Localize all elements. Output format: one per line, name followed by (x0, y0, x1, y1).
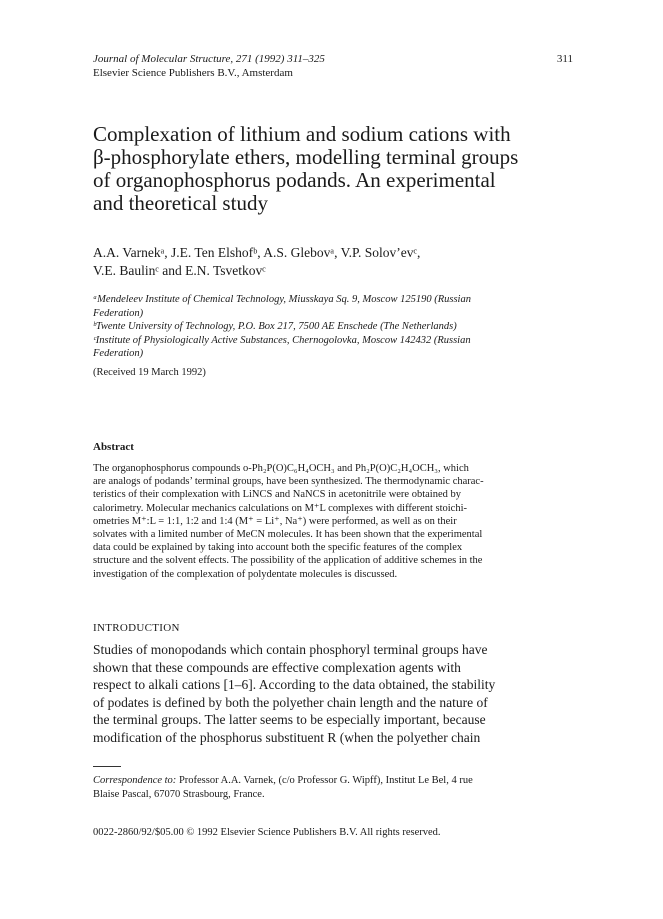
title-line: of organophosphorus podands. An experimental (93, 168, 496, 192)
intro-line: of podates is defined by both the polyether chain length and the nature of (93, 694, 488, 710)
title-line: and theoretical study (93, 191, 268, 215)
intro-line: respect to alkali cations [1–6]. According to the data obtained, the stability (93, 677, 496, 693)
intro-line: shown that these compounds are effective complexation agents with (93, 659, 461, 675)
copyright-line: 0022-2860/92/$05.00 © 1992 Elsevier Science Publishers B.V. All rights reserved. (93, 827, 441, 838)
intro-line: the terminal groups. The latter seems to be especially important, because (93, 712, 486, 728)
author-line: A.A. Varnekᵃ, J.E. Ten Elshofᵇ, A.S. Glebovᵃ, V.P. Solov’evᶜ, (93, 245, 421, 260)
page-number: 311 (556, 53, 573, 65)
affiliation-line: ᵇTwente University of Technology, P.O. Box 217, 7500 AE Enschede (The Netherlands) (93, 321, 457, 332)
abstract-line: ometries M⁺:L = 1:1, 1:2 and 1:4 (M⁺ = Li⁺, Na⁺) were performed, as well as on their (93, 515, 457, 527)
introduction-heading: INTRODUCTION (93, 622, 180, 634)
abstract-line: investigation of the complexation of polydentate molecules is discussed. (93, 568, 398, 580)
affiliation-line: Federation) (93, 348, 144, 359)
correspondence-footnote (93, 774, 573, 802)
publisher-line: Elsevier Science Publishers B.V., Amsterdam (93, 67, 293, 79)
intro-line: modification of the phosphorus substituent R (when the polyether chain (93, 729, 481, 745)
footnote-text: Professor A.A. Varnek, (c/o Professor G. Wipff), Institut Le Bel, 4 rue (176, 775, 473, 786)
title-line: β-phosphorylate ethers, modelling terminal groups (93, 145, 519, 169)
intro-line: Studies of monopodands which contain phosphoryl terminal groups have (93, 642, 488, 657)
author-line: V.E. Baulinᶜ and E.N. Tsvetkovᶜ (93, 263, 266, 278)
abstract-line: are analogs of podands’ terminal groups, have been synthesized. The thermodynamic charac- (93, 476, 484, 488)
abstract-line: solvates with a limited number of MeCN molecules. It has been shown that the experimental (93, 529, 483, 541)
footnote-rule (93, 766, 121, 767)
footnote-line (93, 774, 573, 788)
affiliation-line: ᵃMendeleev Institute of Chemical Technology, Miusskaya Sq. 9, Moscow 125190 (Russian (93, 294, 471, 305)
article-title (93, 123, 573, 215)
title-line: Complexation of lithium and sodium cations with (93, 122, 511, 146)
affiliation-line: Federation) (93, 307, 144, 319)
abstract-line: teristics of their complexation with LiNCS and NaNCS in acetonitrile were obtained by (93, 489, 461, 501)
abstract-line: calorimetry. Molecular mechanics calculations on M⁺L complexes with different stoichi- (93, 502, 467, 514)
author-list (93, 244, 573, 280)
journal-citation: Journal of Molecular Structure, 271 (1992) 311–325 (93, 53, 325, 65)
abstract-line: data could be explained by taking into account both the specific features of the complex (93, 542, 463, 554)
abstract-heading: Abstract (93, 441, 134, 453)
received-date: (Received 19 March 1992) (93, 367, 206, 378)
footnote-line: Blaise Pascal, 67070 Strasbourg, France. (93, 789, 265, 800)
affiliations (93, 293, 573, 361)
introduction-body (93, 641, 573, 747)
footnote-label: Correspondence to: (93, 775, 177, 786)
journal-header (93, 52, 573, 80)
affiliation-line: ᶜInstitute of Physiologically Active Substances, Chernogolovka, Moscow 142432 (Russian (93, 334, 471, 346)
abstract-body (93, 462, 573, 581)
abstract-line: structure and the solvent effects. The possibility of the application of additive schemes in the (93, 555, 483, 567)
abstract-line: The organophosphorus compounds o-Ph₂P(O)C₆H₄OCH₃ and Ph₂P(O)C₂H₄OCH₃, which (93, 463, 469, 474)
